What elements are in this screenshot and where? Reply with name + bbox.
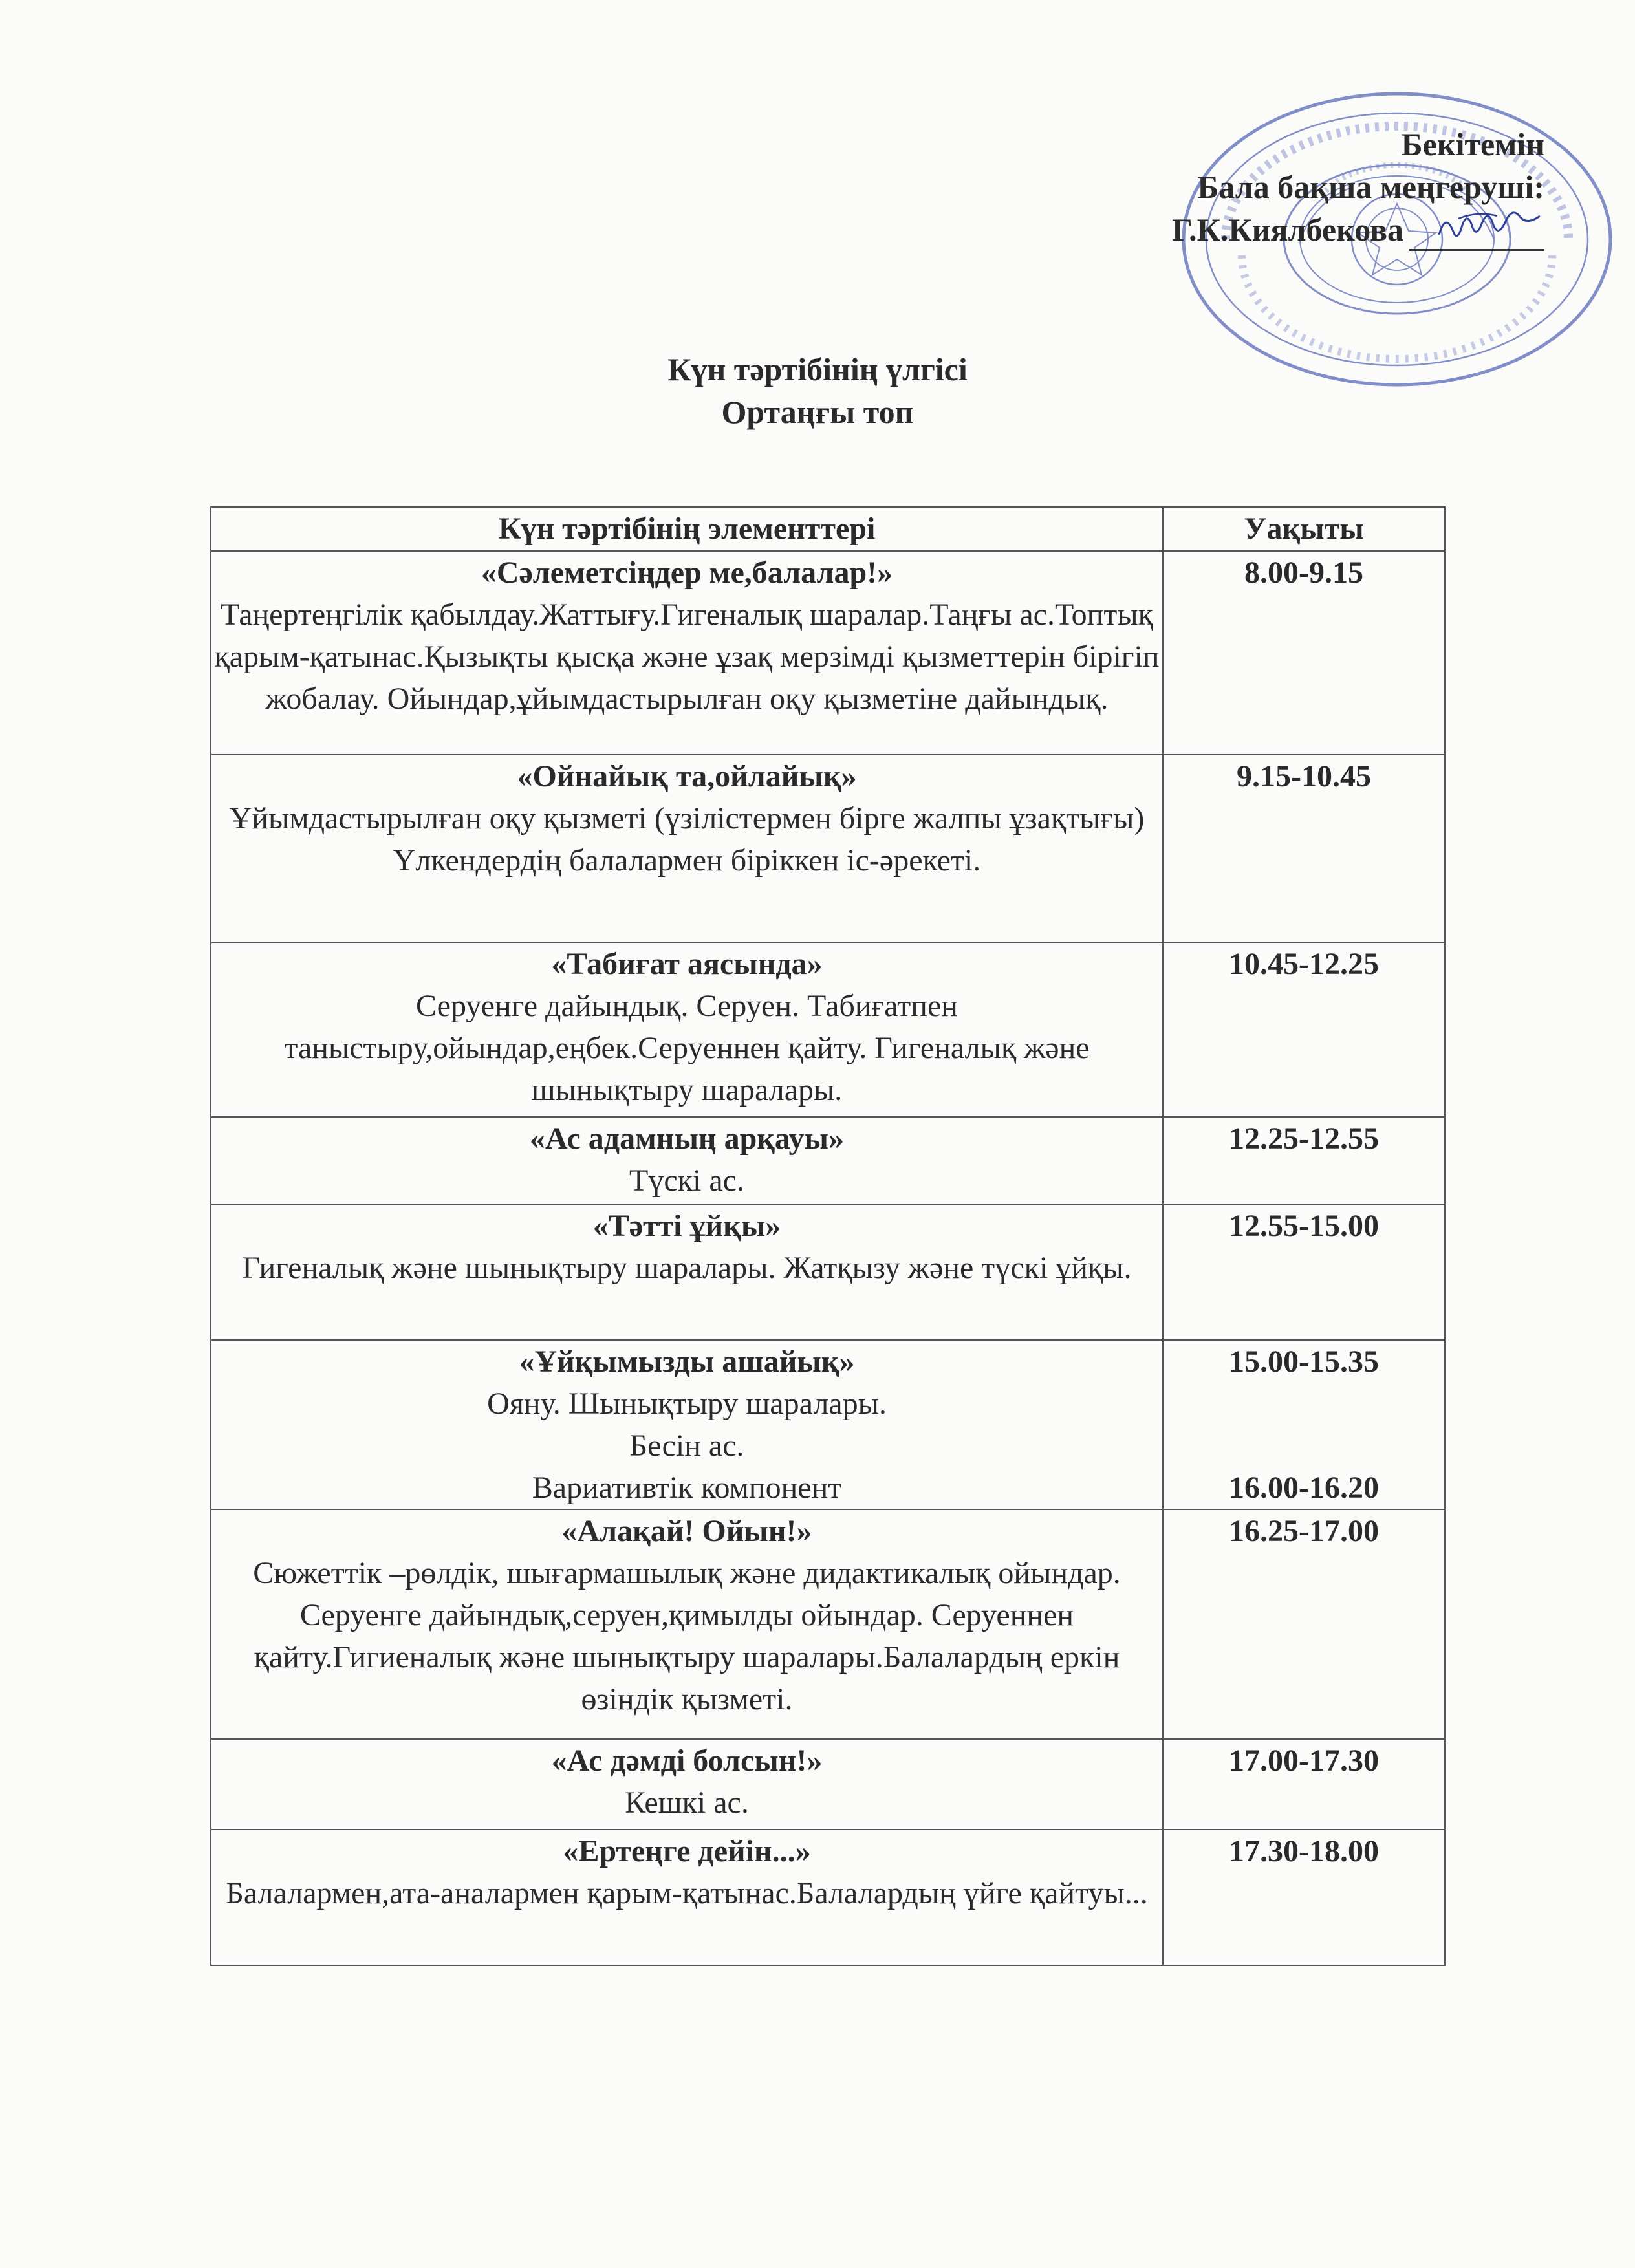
activity-cell	[211, 1830, 1163, 1965]
table-row	[211, 1509, 1445, 1739]
activity-description: Гигеналық және шынықтыру шаралары. Жатқызу және түскі ұйқы.	[242, 1251, 1132, 1285]
table-row	[211, 1830, 1445, 1965]
time-range: 16.00-16.20	[1229, 1471, 1379, 1505]
table-row	[211, 1117, 1445, 1204]
activity-description: Сюжеттік –рөлдік, шығармашылық және дидактикалық ойындар. Серуенге дайындық,серуен,қимылды ойындар. Серуеннен қайту.Гигиеналық және шынықтыру шаралары.Балалардың еркін өзіндік қызметі.	[253, 1556, 1121, 1716]
title-line-1: Күн тәртібінің үлгісі	[667, 351, 968, 387]
activity-description: Балалармен,ата-аналармен қарым-қатынас.Балалардың үйге қайтуы...	[226, 1876, 1148, 1910]
activity-name: «Ұйқымызды ашайық»	[519, 1345, 855, 1379]
activity-description: Серуенге дайындық. Серуен. Табиғатпен таныстыру,ойындар,еңбек.Серуеннен қайту. Гигеналық және шынықтыру шаралары.	[284, 989, 1090, 1107]
table-row	[211, 942, 1445, 1117]
header-elements: Күн тәртібінің элементтері	[211, 507, 1163, 551]
activity-cell	[211, 1509, 1163, 1739]
time-cell: 12.55-15.00	[1163, 1204, 1445, 1340]
title-line-2: Ортаңғы топ	[721, 394, 914, 430]
header-time: Уақыты	[1163, 507, 1445, 551]
table-row	[211, 755, 1445, 942]
activity-name: «Ас адамның арқауы»	[530, 1121, 844, 1156]
time-cell: 12.25-12.55	[1163, 1117, 1445, 1204]
time-cell	[1163, 1340, 1445, 1509]
activity-description: Түскі ас.	[629, 1163, 744, 1198]
time-cell: 10.45-12.25	[1163, 942, 1445, 1117]
time-cell: 17.30-18.00	[1163, 1830, 1445, 1965]
activity-cell	[211, 1340, 1163, 1509]
activity-name: «Ертеңге дейін...»	[563, 1834, 811, 1868]
time-cell: 17.00-17.30	[1163, 1739, 1445, 1830]
activity-cell	[211, 1204, 1163, 1340]
time-cell: 16.25-17.00	[1163, 1509, 1445, 1739]
activity-cell	[211, 1117, 1163, 1204]
activity-description: Ояну. Шынықтыру шаралары.	[487, 1387, 887, 1421]
activity-name: «Сәлеметсіңдер ме,балалар!»	[481, 556, 893, 590]
table-header-row	[211, 507, 1445, 551]
activity-name: «Тәтті ұйқы»	[592, 1209, 781, 1243]
activity-description: Вариативтік компонент	[532, 1471, 842, 1505]
table-row	[211, 1204, 1445, 1340]
document-title	[0, 348, 1635, 433]
activity-cell	[211, 551, 1163, 755]
activity-name: «Алақай! Ойын!»	[561, 1514, 812, 1548]
approval-heading: Бекітемін	[1401, 126, 1544, 162]
time-cell: 8.00-9.15	[1163, 551, 1445, 755]
activity-name: «Ойнайық та,ойлайық»	[517, 759, 857, 794]
activity-description: Бесін ас.	[629, 1429, 744, 1463]
time-range: 15.00-15.35	[1229, 1345, 1379, 1379]
activity-description: Таңертеңгілік қабылдау.Жаттығу.Гигеналық шаралар.Таңғы ас.Топтық қарым-қатынас.Қызықты қысқа және ұзақ мерзімді қызметтерін бірігіп жобалау. Ойындар,ұйымдастырылған оқу қызметіне дайындық.	[214, 598, 1160, 716]
approval-position: Бала бақша меңгеруші:	[1197, 169, 1544, 205]
table-row	[211, 551, 1445, 755]
handwritten-signature	[1433, 206, 1546, 251]
approval-signatory-name: Г.К.Киялбекова	[1171, 211, 1403, 248]
table-row	[211, 1739, 1445, 1830]
activity-name: «Ас дәмді болсын!»	[551, 1744, 823, 1778]
activity-name: «Табиғат аясында»	[551, 947, 823, 981]
activity-description: Ұйымдастырылған оқу қызметі (үзілістермен бірге жалпы ұзақтығы) Үлкендердің балалармен біріккен іс-әрекеті.	[229, 801, 1145, 878]
daily-schedule-table	[210, 506, 1446, 1966]
table-row	[211, 1340, 1445, 1509]
activity-cell	[211, 1739, 1163, 1830]
activity-cell	[211, 755, 1163, 942]
time-cell: 9.15-10.45	[1163, 755, 1445, 942]
activity-description: Кешкі ас.	[625, 1786, 749, 1820]
activity-cell	[211, 942, 1163, 1117]
